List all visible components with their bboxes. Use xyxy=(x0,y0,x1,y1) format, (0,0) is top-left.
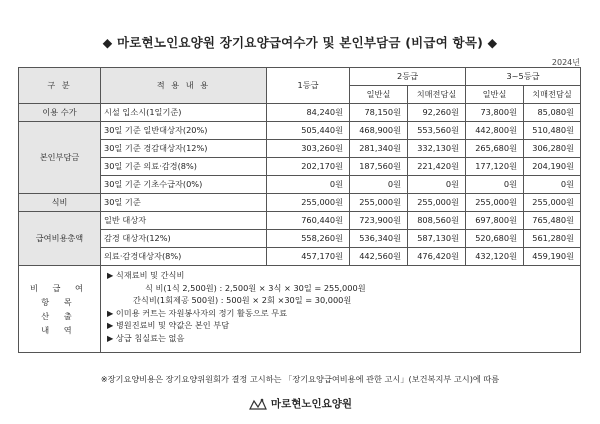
cell-value: 0원 xyxy=(524,176,581,194)
page-title: ◆ 마로현노인요양원 장기요양급여수가 및 본인부담금 (비급여 항목) ◆ xyxy=(102,35,498,50)
row-label-total: 급여비용총액 xyxy=(19,212,101,266)
cell-value: 558,260원 xyxy=(267,230,350,248)
note-line: 식 비(1식 2,500원) : 2,500원 × 3식 × 30일 = 255,000원 xyxy=(145,282,366,293)
noncovered-label-line: 항 목 xyxy=(41,297,78,307)
cell-value: 78,150원 xyxy=(350,104,408,122)
noncovered-label xyxy=(19,266,101,353)
note-line: ▶ 식재료비 및 간식비 xyxy=(107,270,185,280)
table-row xyxy=(19,122,581,140)
table-row xyxy=(19,194,581,212)
cell-value: 0원 xyxy=(267,176,350,194)
note-line: ▶ 상급 침실료는 없음 xyxy=(107,332,185,343)
cell-value: 177,120원 xyxy=(466,158,524,176)
row-content: 시설 입소시(1일기준) xyxy=(101,104,267,122)
row-content: 30일 기준 경감대상자(12%) xyxy=(101,140,267,158)
brand-footer xyxy=(0,396,600,411)
cell-value: 457,170원 xyxy=(267,248,350,266)
cell-value: 468,900원 xyxy=(350,122,408,140)
cell-value: 281,340원 xyxy=(350,140,408,158)
noncovered-row xyxy=(19,266,581,353)
header-grade3to5: 3~5등급 xyxy=(466,68,581,86)
cell-value: 520,680원 xyxy=(466,230,524,248)
table-row xyxy=(19,140,581,158)
row-content: 감경 대상자(12%) xyxy=(101,230,267,248)
header-category: 구 분 xyxy=(19,68,101,104)
cell-value: 536,340원 xyxy=(350,230,408,248)
cell-value: 204,190원 xyxy=(524,158,581,176)
cell-value: 221,420원 xyxy=(408,158,466,176)
cell-value: 85,080원 xyxy=(524,104,581,122)
row-content: 30일 기준 xyxy=(101,194,267,212)
cell-value: 723,900원 xyxy=(350,212,408,230)
cell-value: 332,130원 xyxy=(408,140,466,158)
header-grade2-general: 일반실 xyxy=(350,86,408,104)
table-row xyxy=(19,104,581,122)
header-content: 적 용 내 용 xyxy=(101,68,267,104)
cell-value: 459,190원 xyxy=(524,248,581,266)
table-row xyxy=(19,248,581,266)
cell-value: 0원 xyxy=(408,176,466,194)
table-row xyxy=(19,176,581,194)
cell-value: 697,800원 xyxy=(466,212,524,230)
header-grade2: 2등급 xyxy=(350,68,466,86)
cell-value: 476,420원 xyxy=(408,248,466,266)
noncovered-details xyxy=(101,266,581,353)
cell-value: 255,000원 xyxy=(524,194,581,212)
cell-value: 303,260원 xyxy=(267,140,350,158)
row-content: 30일 기준 기초수급자(0%) xyxy=(101,176,267,194)
cell-value: 442,560원 xyxy=(350,248,408,266)
row-content: 30일 기준 일반대상자(20%) xyxy=(101,122,267,140)
cell-value: 187,560원 xyxy=(350,158,408,176)
cell-value: 561,280원 xyxy=(524,230,581,248)
header-grade2-dementia: 치매전담실 xyxy=(408,86,466,104)
cell-value: 587,130원 xyxy=(408,230,466,248)
noncovered-label-line: 산 출 xyxy=(41,311,78,321)
table-row xyxy=(19,230,581,248)
row-content: 의료·감경대상자(8%) xyxy=(101,248,267,266)
table-row xyxy=(19,212,581,230)
row-label-copay: 본인부담금 xyxy=(19,122,101,194)
cell-value: 255,000원 xyxy=(350,194,408,212)
cell-value: 92,260원 xyxy=(408,104,466,122)
brand-name: 마로현노인요양원 xyxy=(270,398,353,410)
fee-table xyxy=(18,67,581,353)
cell-value: 432,120원 xyxy=(466,248,524,266)
cell-value: 202,170원 xyxy=(267,158,350,176)
year-label: 2024년 xyxy=(551,58,580,67)
note-line: ▶ 병원진료비 및 약값은 본인 부담 xyxy=(107,320,230,331)
table-row xyxy=(19,158,581,176)
noncovered-label-line: 내 역 xyxy=(41,325,78,335)
cell-value: 255,000원 xyxy=(466,194,524,212)
cell-value: 442,800원 xyxy=(466,122,524,140)
logo-icon xyxy=(248,397,268,411)
cell-value: 765,480원 xyxy=(524,212,581,230)
row-content: 일반 대상자 xyxy=(101,212,267,230)
row-content: 30일 기준 의료·감경(8%) xyxy=(101,158,267,176)
footnote: ※장기요양비용은 장기요양위원회가 결정 고시하는 「장기요양급여비용에 관한 고시」(보건복지부 고시)에 따름 xyxy=(100,374,500,384)
cell-value: 0원 xyxy=(466,176,524,194)
cell-value: 306,280원 xyxy=(524,140,581,158)
noncovered-label-line: 비 급 여 xyxy=(30,283,89,293)
cell-value: 510,480원 xyxy=(524,122,581,140)
cell-value: 265,680원 xyxy=(466,140,524,158)
cell-value: 505,440원 xyxy=(267,122,350,140)
header-grade3-dementia: 치매전담실 xyxy=(524,86,581,104)
note-line: ▶ 이미용 커트는 자원봉사자의 정기 활동으로 무료 xyxy=(107,307,288,318)
note-line: 간식비(1회제공 500원) : 500원 × 2회 ×30일 = 30,000원 xyxy=(133,295,352,306)
header-grade1: 1등급 xyxy=(267,68,350,104)
cell-value: 255,000원 xyxy=(267,194,350,212)
cell-value: 808,560원 xyxy=(408,212,466,230)
cell-value: 760,440원 xyxy=(267,212,350,230)
cell-value: 255,000원 xyxy=(408,194,466,212)
cell-value: 0원 xyxy=(350,176,408,194)
row-label-usage-fee: 이용 수가 xyxy=(19,104,101,122)
cell-value: 84,240원 xyxy=(267,104,350,122)
cell-value: 553,560원 xyxy=(408,122,466,140)
cell-value: 73,800원 xyxy=(466,104,524,122)
header-grade3-general: 일반실 xyxy=(466,86,524,104)
row-label-meal: 식비 xyxy=(19,194,101,212)
